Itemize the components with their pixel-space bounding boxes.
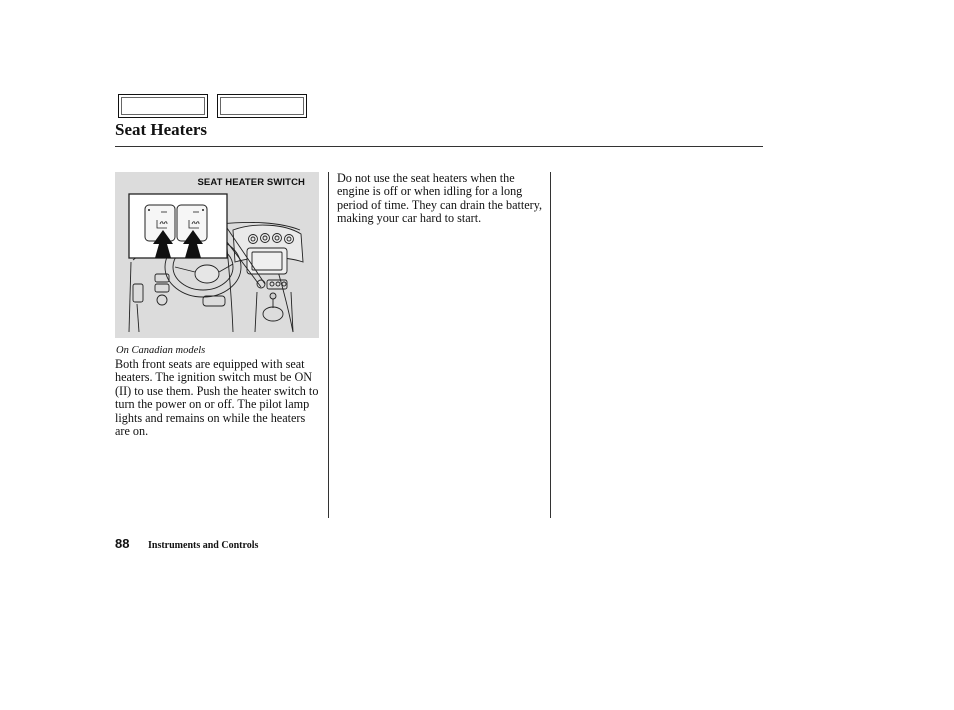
page-number: 88	[115, 536, 130, 551]
page-title: Seat Heaters	[115, 120, 208, 139]
seat-heater-caution-text: Do not use the seat heaters when the engine is off or when idling for a long period of time. They can drain the battery, making your car hard to start.	[337, 171, 543, 226]
title-divider	[115, 146, 763, 147]
section-name: Instruments and Controls	[148, 540, 259, 551]
figure-label: SEAT HEATER SWITCH	[197, 177, 305, 188]
column-divider-right	[550, 172, 551, 518]
figure-caption: On Canadian models	[116, 345, 206, 356]
dashboard-drawing	[115, 172, 319, 338]
main-menu-button[interactable]	[118, 94, 208, 118]
seat-heater-usage-text: Both front seats are equipped with seat heaters. The ignition switch must be ON (II) to use them. Push the heater switch to turn the power on or off. The pilot lamp lights and remains on while the heaters are on.	[115, 357, 319, 439]
seat-heater-switch-illustration	[115, 172, 319, 338]
column-divider-left	[328, 172, 329, 518]
index-button[interactable]	[217, 94, 307, 118]
